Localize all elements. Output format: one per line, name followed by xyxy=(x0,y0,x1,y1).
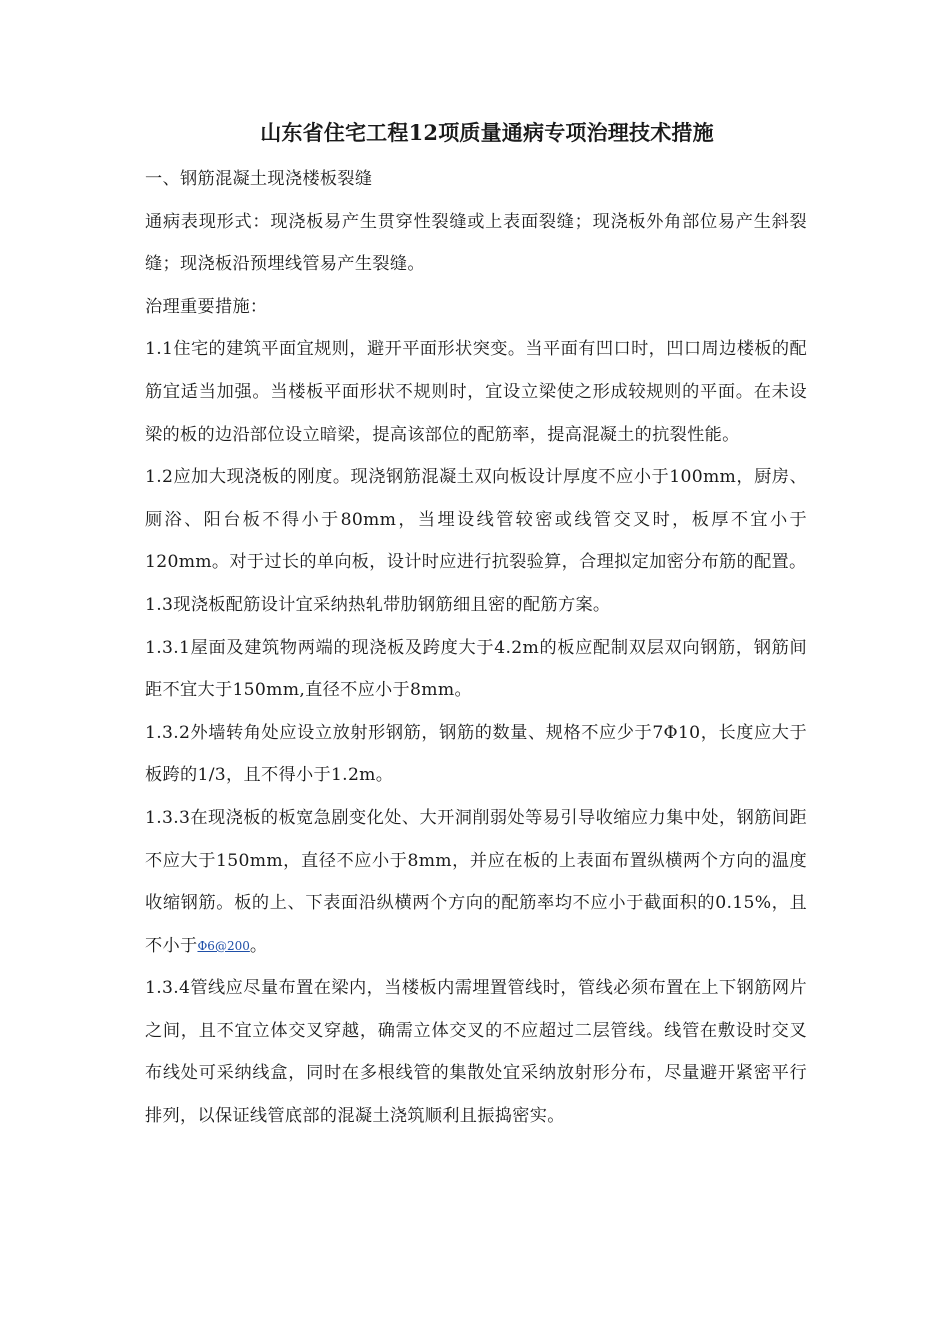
clause-1-3-3-text: 1.3.3在现浇板的板宽急剧变化处、大开洞削弱处等易引导收缩应力集中处，钢筋间距不应大于150mm，直径不应小于8mm，并应在板的上表面布置纵横两个方向的温度收缩钢筋。板的上、下表面沿纵横两个方向的配筋率均不应小于截面积的0.15%，且不小于 xyxy=(145,807,807,956)
clause-1-3-4: 1.3.4管线应尽量布置在梁内，当楼板内需埋置管线时，管线必须布置在上下钢筋网片之间，且不宜立体交叉穿越，确需立体交叉的不应超过二层管线。线管在敷设时交叉布线处可采纳线盒，同时在多根线管的集散处宜采纳放射形分布，尽量避开紧密平行排列，以保证线管底部的混凝土浇筑顺利且振捣密实。 xyxy=(145,978,807,1127)
clause-1-2: 1.2应加大现浇板的刚度。现浇钢筋混凝土双向板设计厚度不应小于100mm，厨房、厕浴、阳台板不得小于80mm，当埋设线管较密或线管交叉时，板厚不宜小于120mm。对于过长的单向板，设计时应进行抗裂验算，合理拟定加密分布筋的配置。 xyxy=(145,467,807,573)
clause-1-3-2: 1.3.2外墙转角处应设立放射形钢筋，钢筋的数量、规格不应少于7Φ10，长度应大于板跨的1/3，且不得小于1.2m。 xyxy=(145,722,807,786)
rebar-spec-link[interactable]: Φ6@200 xyxy=(197,938,250,953)
clause-1-1: 1.1住宅的建筑平面宜规则，避开平面形状突变。当平面有凹口时，凹口周边楼板的配筋宜适当加强。当楼板平面形状不规则时，宜设立梁使之形成较规则的平面。在未设梁的板的边沿部位设立暗梁，提高该部位的配筋率，提高混凝土的抗裂性能。 xyxy=(145,339,807,445)
measures-heading: 治理重要措施： xyxy=(145,296,268,317)
clause-1-3: 1.3现浇板配筋设计宜采纳热轧带肋钢筋细且密的配筋方案。 xyxy=(145,594,611,615)
document-body xyxy=(145,118,807,1138)
section-heading: 一、钢筋混凝土现浇楼板裂缝 xyxy=(145,169,373,189)
clause-1-3-3 xyxy=(145,797,807,967)
clause-1-3-3-end: 。 xyxy=(249,935,268,956)
clause-1-3-1: 1.3.1屋面及建筑物两端的现浇板及跨度大于4.2m的板应配制双层双向钢筋，钢筋间距不宜大于150mm,直径不应小于8mm。 xyxy=(145,637,807,701)
document-title: 山东省住宅工程12项质量通病专项治理技术措施 xyxy=(260,120,714,145)
symptoms-paragraph: 通病表现形式：现浇板易产生贯穿性裂缝或上表面裂缝；现浇板外角部位易产生斜裂缝；现浇板沿预埋线管易产生裂缝。 xyxy=(145,211,807,275)
